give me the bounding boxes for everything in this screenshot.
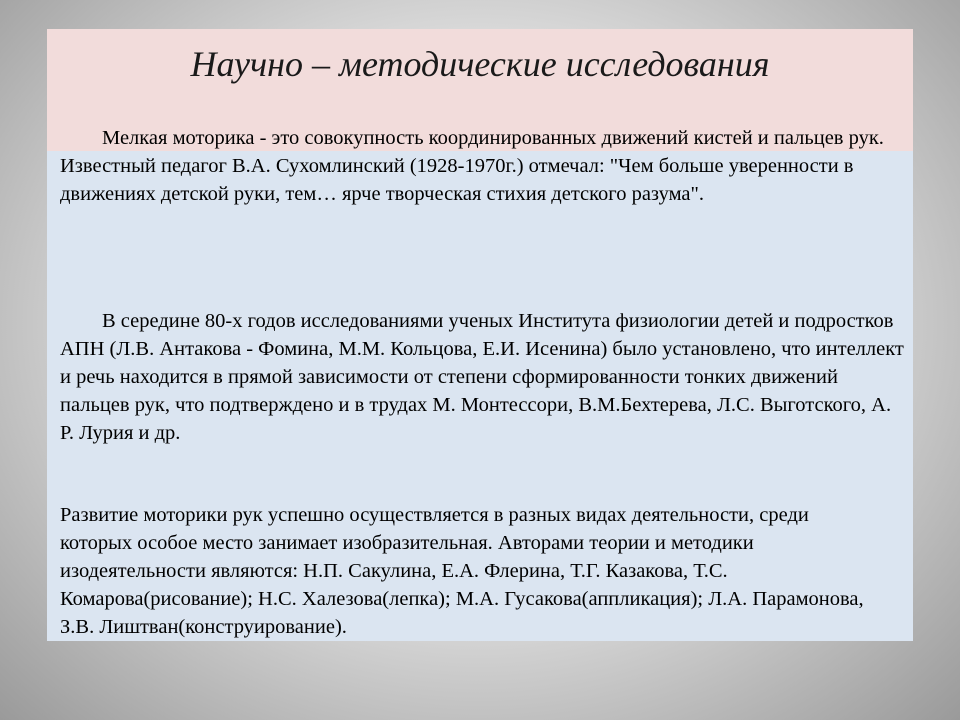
paragraph-art-activity-authors: Развитие моторики рук успешно осуществляется в разных видах деятельности, среди которых особое место занимает изобразительная. Авторами теории и методики изодеятельности являются: Н.П. Сакулина, Е.А. Флерина, Т.Г. Казакова, Т.С. Комарова(рисование); Н.С. Халезова(лепка); М.А. Гусакова(аппликация); Л.А. Парамонова, З.В. Лиштван(конструирование).: [60, 504, 864, 638]
paragraph-research-80s: В середине 80-х годов исследованиями ученых Института физиологии детей и подростков АПН (Л.В. Антакова - Фомина, М.М. Кольцова, Е.И. Исенина) было установлено, что интеллект и речь находится в прямой зависимости от степени сформированности тонких движений пальцев рук, что подтверждено и в трудах М. Монтессори, В.М.Бехтерева, Л.С. Выготского, А. Р. Лурия и др.: [60, 310, 904, 444]
slide-title: Научно – методические исследования: [190, 44, 770, 84]
paragraph-fine-motor-definition: Мелкая моторика - это совокупность координированных движений кистей и пальцев рук. Известный педагог В.А. Сухомлинский (1928-1970г.) отмечал: "Чем больше уверенности в движениях детской руки, тем… ярче творческая стихия детского разума".: [60, 127, 884, 205]
slide-panel: [47, 29, 913, 641]
